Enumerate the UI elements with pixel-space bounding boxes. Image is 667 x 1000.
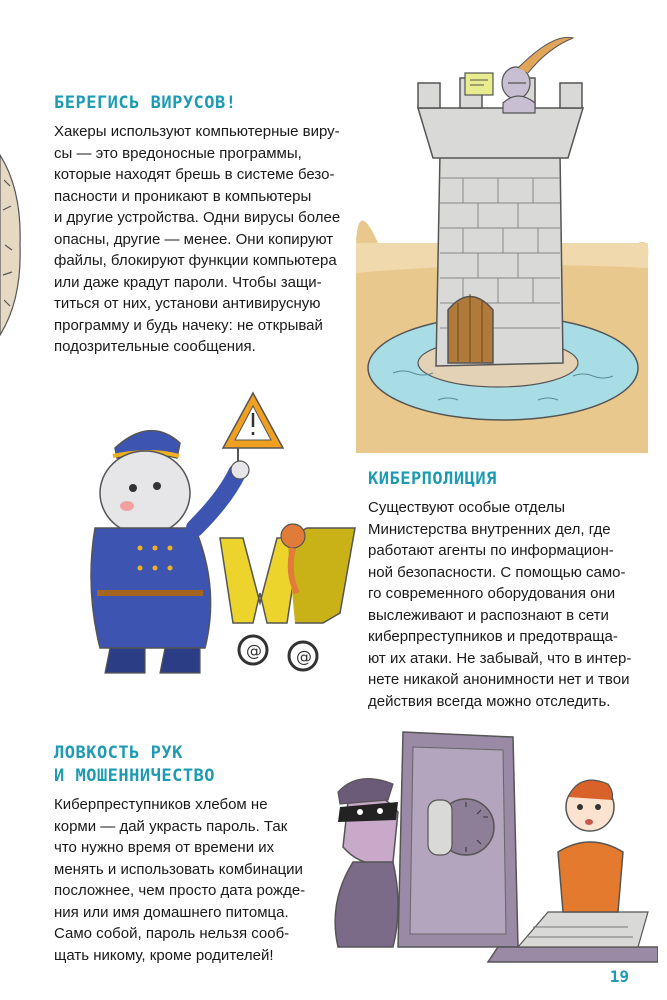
body-line: посложнее, чем просто дата рожде- (54, 882, 306, 899)
section-heading (54, 742, 334, 788)
page-number: 19 (609, 967, 629, 986)
body-line: киберпреступников и предотвраща- (368, 628, 618, 645)
body-line: которые находят брешь в системе безо- (54, 166, 335, 183)
body-line: ния или имя домашнего питомца. (54, 903, 289, 921)
body-line: работают агенты по информацион- (368, 542, 614, 559)
body-line: ной безопасности. С помощью само- (368, 563, 626, 581)
body-line: сы — это вредоносные программы, (54, 144, 302, 162)
body-line: го современного оборудования они (368, 585, 616, 602)
body-line: файлы, блокируют функции компьютера (54, 252, 337, 269)
edge-doodle-illustration (0, 150, 24, 340)
body-line: действия всегда можно отследить. (368, 692, 611, 710)
body-line: ют их атаки. Не забывай, что в интер- (368, 649, 632, 667)
heading-line: БЕРЕГИСЬ ВИРУСОВ! (54, 93, 237, 113)
section-sleight-of-hand (54, 742, 334, 966)
section-heading (54, 92, 354, 115)
heading-line: ЛОВКОСТЬ РУК (54, 743, 183, 763)
body-line: что нужно время от времени их (54, 839, 275, 856)
cyber-police-illustration (55, 388, 365, 688)
section-body (368, 497, 658, 712)
body-line: программу и будь начеку: не открывай (54, 316, 323, 334)
tower-knight-illustration (348, 28, 658, 453)
body-line: подозрительные сообщения. (54, 338, 256, 355)
svg-text:@: @ (246, 641, 262, 660)
body-line: щать никому, кроме родителей! (54, 946, 274, 964)
thief-safe-laptop-illustration (318, 722, 658, 967)
body-line: и другие устройства. Одни вирусы более (54, 209, 341, 226)
body-line: Министерства внутренних дел, где (368, 520, 611, 538)
svg-text:@: @ (296, 647, 312, 666)
section-cyberpolice (368, 468, 658, 712)
section-body (54, 121, 354, 358)
body-line: пасности и проникают в компьютеры (54, 187, 312, 205)
section-heading (368, 468, 658, 491)
body-line: корми — дай украсть пароль. Так (54, 817, 288, 835)
body-line: выслеживают и распознают в сети (368, 606, 609, 624)
body-line: Существуют особые отделы (368, 499, 566, 516)
body-line: опасны, другие — менее. Они копируют (54, 230, 334, 248)
body-line: менять и использовать комбинации (54, 860, 303, 878)
heading-line: КИБЕРПОЛИЦИЯ (368, 469, 497, 489)
section-viruses (54, 92, 354, 358)
body-line: Само собой, пароль нельзя сооб- (54, 925, 290, 942)
body-line: титься от них, установи антивирусную (54, 295, 321, 312)
body-line: или даже крадут пароли. Чтобы защи- (54, 273, 322, 291)
heading-line: И МОШЕННИЧЕСТВО (54, 766, 216, 786)
body-line: Киберпреступников хлебом не (54, 796, 268, 813)
body-line: Хакеры используют компьютерные виру- (54, 123, 340, 140)
section-body (54, 794, 334, 966)
body-line: нете никакой анонимности нет и твои (368, 671, 630, 688)
